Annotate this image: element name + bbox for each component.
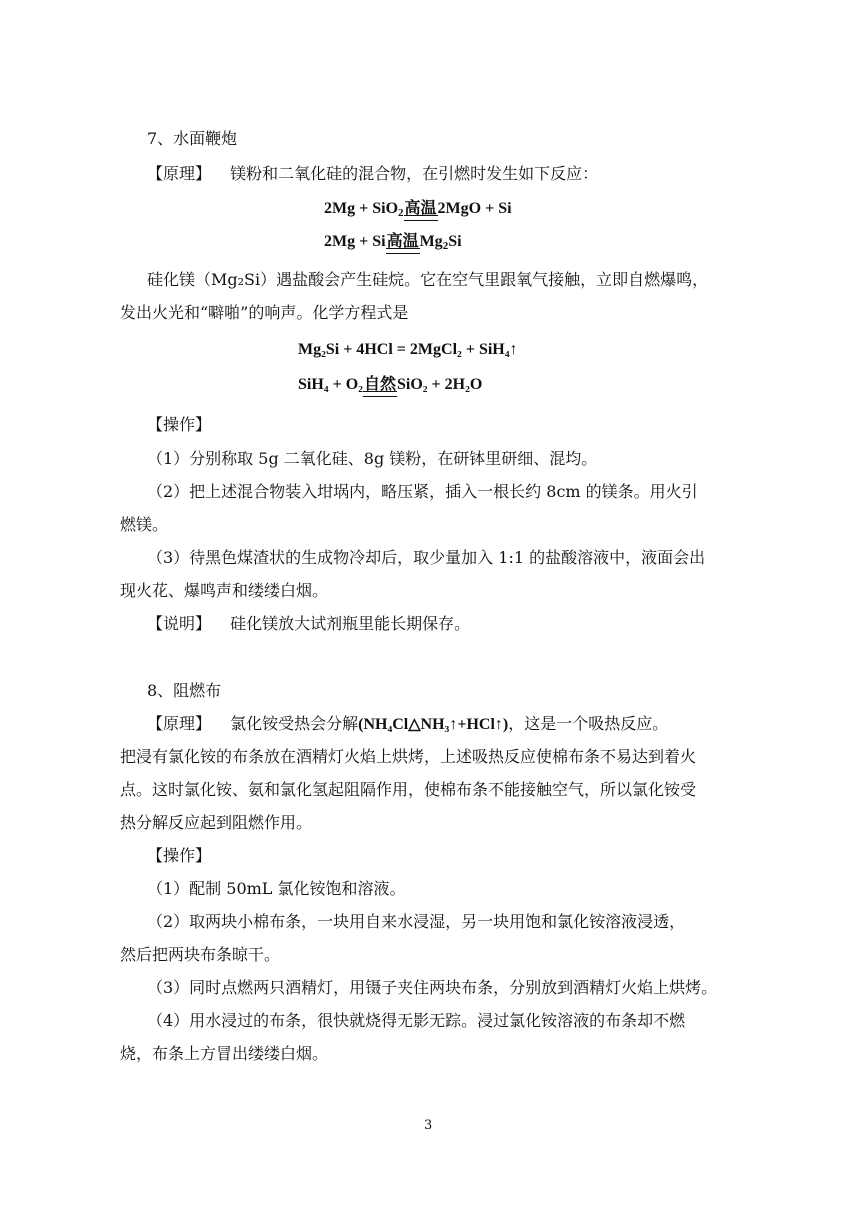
operation-step: （2）取两块小棉布条，一块用自来水浸湿，另一块用饱和氯化铵溶液浸透，: [147, 912, 686, 931]
eq2-sub: 2: [442, 240, 449, 252]
eq1-sub: 2: [398, 207, 404, 219]
equation-4: [298, 371, 482, 394]
principle-text: 镁粉和二氧化硅的混合物，在引燃时发生如下反应：: [230, 164, 599, 183]
principle-tag: 【原理】: [147, 714, 212, 733]
eq4-left: SiH₄ + O₂: [298, 376, 363, 393]
eq1-right: 2MgO + Si: [437, 200, 512, 217]
principle-equation: (NH₄Cl△NH₃↑+HCl↑): [358, 716, 509, 733]
operation-step: （1）分别称取 5g 二氧化硅、8g 镁粉，在研钵里研细、混均。: [147, 449, 598, 468]
paragraph-line: 点。这时氯化铵、氨和氯化氢起阻隔作用，使棉布条不能接触空气，所以氯化铵受: [120, 780, 697, 799]
operation-step: 然后把两块布条晾干。: [120, 945, 281, 964]
operation-step: （4）用水浸过的布条，很快就烧得无影无踪。浸过氯化铵溶液的布条却不燃: [147, 1011, 686, 1030]
paragraph-line: 热分解反应起到阻燃作用。: [120, 813, 313, 832]
operation-step: 烧，布条上方冒出缕缕白烟。: [120, 1044, 329, 1063]
operation-step: 现火花、爆鸣声和缕缕白烟。: [120, 581, 329, 600]
eq2-left: 2Mg + Si: [324, 233, 386, 250]
eq1-left: 2Mg + SiO: [324, 200, 399, 217]
eq2-right: Mg: [419, 233, 443, 250]
principle-tag: 【原理】: [147, 164, 212, 183]
principle-paragraph: [147, 713, 668, 736]
operation-step: （1）配制 50mL 氯化铵饱和溶液。: [147, 879, 406, 898]
note-tag: 【说明】: [147, 614, 212, 633]
operation-step: 燃镁。: [120, 515, 169, 534]
eq4-right: SiO₂ + 2H₂O: [396, 376, 483, 393]
section-8-title: 8、阻燃布: [147, 681, 222, 700]
operation-tag: 【操作】: [147, 846, 212, 865]
equation-1: [324, 195, 512, 219]
operation-tag: 【操作】: [147, 415, 212, 434]
note-paragraph: [147, 613, 470, 635]
section-7-title: 7、水面鞭炮: [147, 129, 238, 148]
eq2-condition: 高温: [386, 228, 420, 251]
operation-step: （3）待黑色煤渣状的生成物冷却后，取少量加入 1:1 的盐酸溶液中，液面会出: [147, 548, 706, 567]
principle-text-end: ，这是一个吸热反应。: [508, 714, 669, 733]
principle-text: 氯化铵受热会分解: [230, 714, 359, 733]
equation-2: [324, 228, 462, 252]
principle-paragraph: [147, 163, 598, 185]
paragraph-line: 硅化镁（Mg₂Si）遇盐酸会产生硅烷。它在空气里跟氧气接触，立即自燃爆鸣，: [147, 270, 709, 289]
eq2-right2: Si: [448, 233, 462, 250]
operation-step: （3）同时点燃两只酒精灯，用镊子夹住两块布条，分别放到酒精灯火焰上烘烤。: [147, 978, 718, 997]
eq1-condition: 高温: [404, 195, 438, 218]
note-text: 硅化镁放大试剂瓶里能长期保存。: [230, 614, 471, 633]
equation-3: Mg₂Si + 4HCl = 2MgCl₂ + SiH₄↑: [298, 341, 518, 358]
operation-step: （2）把上述混合物装入坩埚内，略压紧，插入一根长约 8cm 的镁条。用火引: [147, 482, 698, 501]
paragraph-line: 发出火光和“噼啪”的响声。化学方程式是: [120, 303, 409, 322]
eq4-condition: 自然: [363, 371, 397, 394]
page-number: 3: [424, 1118, 433, 1133]
paragraph-line: 把浸有氯化铵的布条放在酒精灯火焰上烘烤，上述吸热反应使棉布条不易达到着火: [120, 747, 697, 766]
